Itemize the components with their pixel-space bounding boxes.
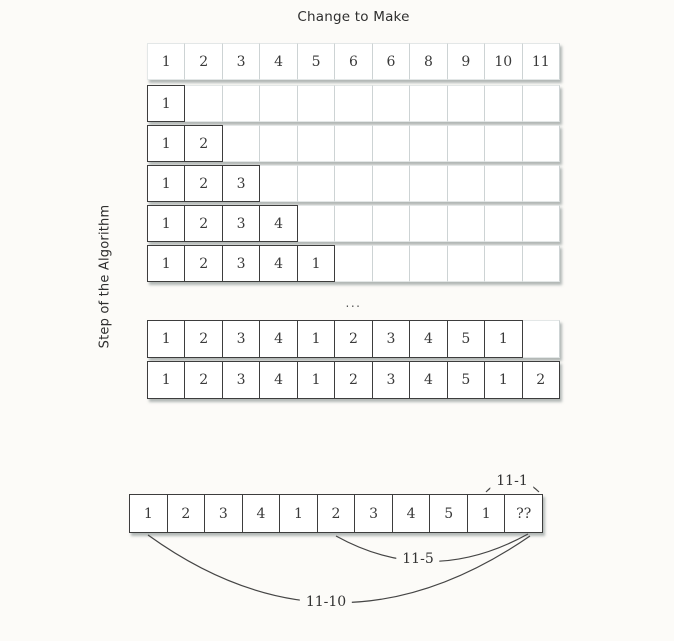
column-header-cell: 9 <box>448 43 485 80</box>
arc-label-11-5: 11-5 <box>396 551 439 567</box>
grid-cell <box>223 125 260 162</box>
grid-cell <box>373 85 410 122</box>
grid-cell: 1 <box>147 125 185 162</box>
grid-cell: 2 <box>334 320 372 358</box>
column-header-cell: 4 <box>260 43 297 80</box>
grid-cell <box>523 165 560 202</box>
grid-cell <box>335 205 372 242</box>
grid-cell: 2 <box>184 361 222 399</box>
grid-cell: 1 <box>147 320 185 358</box>
grid-cell <box>335 85 372 122</box>
grid-cell: 1 <box>297 361 335 399</box>
grid-cell: 4 <box>409 320 447 358</box>
x-axis-title: Change to Make <box>297 9 410 25</box>
grid-cell: 2 <box>184 245 222 282</box>
later-step-row-1 <box>147 320 560 358</box>
grid-cell <box>298 165 335 202</box>
grid-cell: 2 <box>167 494 206 533</box>
grid-cell: 3 <box>204 494 243 533</box>
grid-cell <box>335 165 372 202</box>
grid-cell: 3 <box>222 245 260 282</box>
grid-cell: 3 <box>354 494 393 533</box>
grid-cell: 1 <box>147 165 185 202</box>
grid-cell <box>185 85 222 122</box>
column-header-cell: 5 <box>298 43 335 80</box>
column-header-cell: 3 <box>223 43 260 80</box>
grid-cell: 4 <box>242 494 281 533</box>
column-header-cell: 2 <box>185 43 222 80</box>
column-header-row <box>147 43 560 80</box>
grid-cell: 2 <box>334 361 372 399</box>
grid-cell: 4 <box>259 320 297 358</box>
grid-cell: 4 <box>259 205 297 242</box>
grid-cell: 4 <box>259 361 297 399</box>
grid-cell <box>298 125 335 162</box>
grid-cell: 1 <box>147 205 185 242</box>
grid-cell <box>260 85 297 122</box>
grid-cell <box>373 165 410 202</box>
arc-label-11-10: 11-10 <box>300 594 352 610</box>
grid-cell: 5 <box>447 361 485 399</box>
later-step-row-2 <box>147 361 560 399</box>
grid-cell <box>485 165 522 202</box>
grid-cell: 2 <box>184 205 222 242</box>
grid-cell <box>373 125 410 162</box>
grid-cell <box>448 125 485 162</box>
column-header-cell: 10 <box>485 43 522 80</box>
final-step-row <box>129 494 543 533</box>
grid-cell: 3 <box>222 165 260 202</box>
grid-cell: 5 <box>429 494 468 533</box>
grid-cell: 1 <box>297 245 335 282</box>
grid-cell <box>523 205 560 242</box>
ellipsis: ... <box>345 296 362 310</box>
grid-cell: 4 <box>259 245 297 282</box>
arc-11-minus-10 <box>148 535 530 603</box>
grid-cell <box>523 245 560 282</box>
grid-cell <box>298 205 335 242</box>
column-header-cell: 11 <box>523 43 560 80</box>
grid-cell <box>523 85 560 122</box>
grid-cell: 3 <box>372 361 410 399</box>
grid-cell <box>260 165 297 202</box>
grid-cell <box>448 205 485 242</box>
grid-cell: 1 <box>279 494 318 533</box>
grid-cell <box>448 245 485 282</box>
grid-cell: 2 <box>184 320 222 358</box>
grid-cell: ?? <box>504 494 543 533</box>
grid-cell <box>335 245 372 282</box>
grid-cell: 5 <box>447 320 485 358</box>
grid-cell: 2 <box>522 361 560 399</box>
grid-cell: 1 <box>484 361 522 399</box>
grid-cell: 3 <box>222 361 260 399</box>
grid-cell: 3 <box>222 205 260 242</box>
grid-cell <box>223 85 260 122</box>
grid-cell <box>335 125 372 162</box>
step-row-2 <box>147 125 560 162</box>
grid-cell: 2 <box>184 165 222 202</box>
y-axis-title: Step of the Algorithm <box>97 204 113 349</box>
grid-cell: 3 <box>372 320 410 358</box>
grid-cell <box>485 85 522 122</box>
grid-cell: 2 <box>317 494 356 533</box>
grid-cell <box>485 245 522 282</box>
grid-cell: 2 <box>184 125 222 162</box>
column-header-cell: 6 <box>335 43 372 80</box>
grid-cell <box>373 245 410 282</box>
grid-cell: 4 <box>409 361 447 399</box>
grid-cell <box>410 85 447 122</box>
grid-cell <box>260 125 297 162</box>
column-header-cell: 1 <box>147 43 185 80</box>
grid-cell <box>410 205 447 242</box>
grid-cell <box>485 205 522 242</box>
grid-cell: 1 <box>129 494 168 533</box>
grid-cell <box>410 165 447 202</box>
grid-cell <box>523 125 560 162</box>
grid-cell <box>523 320 560 358</box>
step-row-3 <box>147 165 560 202</box>
grid-cell <box>373 205 410 242</box>
grid-cell <box>448 85 485 122</box>
column-header-cell: 8 <box>410 43 447 80</box>
step-row-5 <box>147 245 560 282</box>
grid-cell <box>448 165 485 202</box>
grid-cell <box>410 245 447 282</box>
grid-cell: 1 <box>297 320 335 358</box>
grid-cell: 3 <box>222 320 260 358</box>
grid-cell: 1 <box>147 361 185 399</box>
grid-cell <box>298 85 335 122</box>
step-row-4 <box>147 205 560 242</box>
grid-cell <box>485 125 522 162</box>
column-header-cell: 6 <box>373 43 410 80</box>
step-row-1 <box>147 85 560 122</box>
arc-label-11-1: 11-1 <box>490 473 533 489</box>
grid-cell <box>410 125 447 162</box>
grid-cell: 1 <box>147 245 185 282</box>
grid-cell: 1 <box>147 85 185 122</box>
grid-cell: 1 <box>467 494 506 533</box>
grid-cell: 4 <box>392 494 431 533</box>
grid-cell: 1 <box>484 320 522 358</box>
